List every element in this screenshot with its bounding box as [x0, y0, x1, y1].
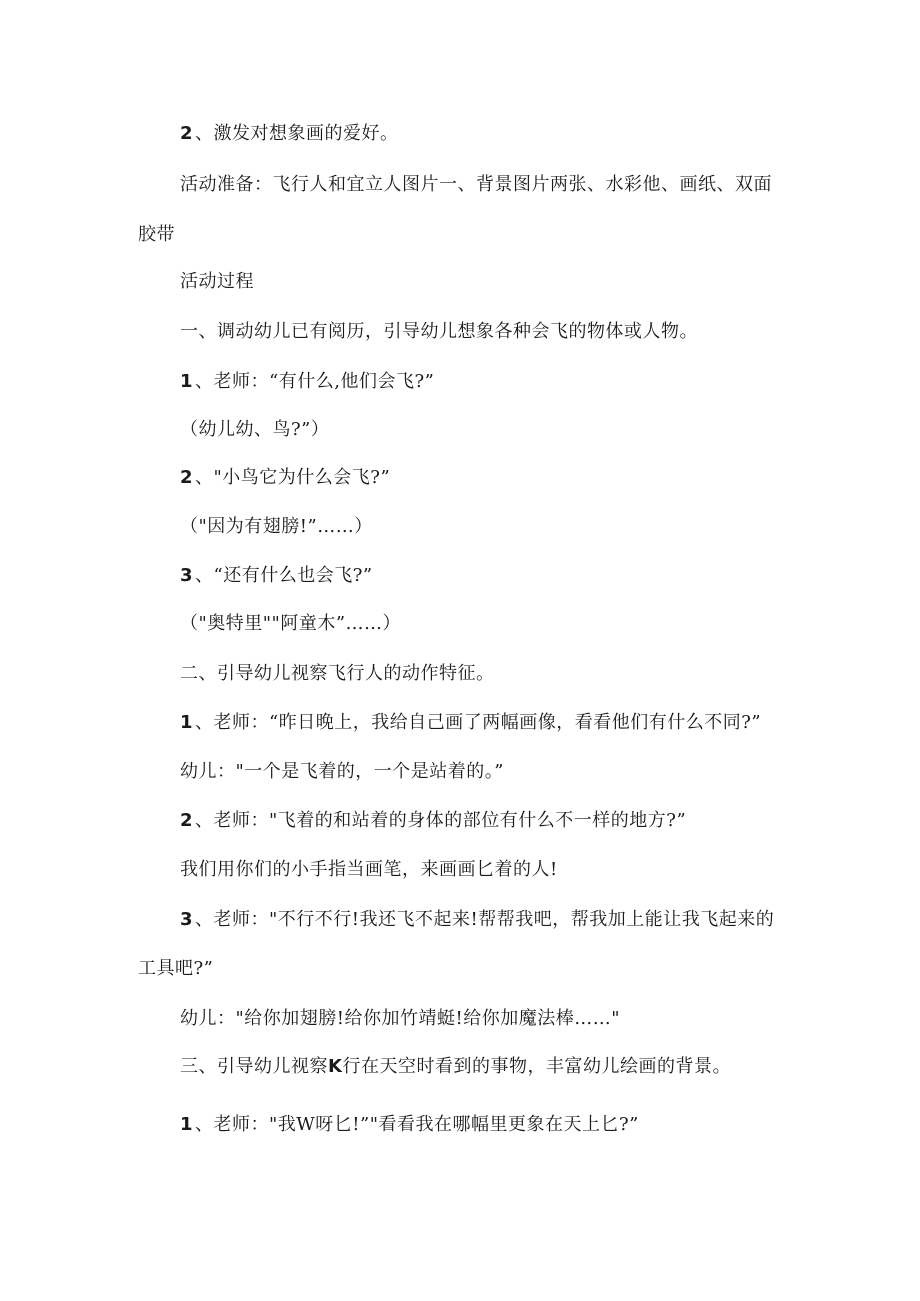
line-text: 、老师：“有什么,他们会飞?”	[195, 371, 435, 392]
item-number: 2	[180, 123, 194, 144]
dialogue-response	[180, 760, 504, 784]
line-text: 二、引导幼儿视察飞行人的动作特征。	[180, 663, 495, 684]
instruction-line	[180, 858, 558, 882]
dialogue-response	[180, 612, 401, 636]
item-number: 2	[180, 810, 194, 831]
dialogue-line	[180, 809, 686, 833]
line-text-prefix: 三、引导幼儿视察	[180, 1056, 328, 1077]
dialogue-line	[180, 564, 373, 588]
line-text-bold: K	[328, 1056, 343, 1077]
dialogue-response	[180, 515, 373, 539]
line-text: 、激发对想象画的爱好。	[195, 123, 399, 144]
line-text: （"奥特里""阿童木”……）	[180, 613, 402, 634]
item-number: 1	[180, 1114, 194, 1135]
line-text: 我们用你们的小手指当画笔，来画画匕着的人!	[180, 859, 558, 880]
line-text: 活动准备：飞行人和宜立人图片一、背景图片两张、水彩他、画纸、双面	[180, 174, 772, 195]
item-number: 1	[180, 371, 194, 392]
line-text: 胶带	[138, 224, 175, 245]
goal-item-2	[180, 122, 399, 146]
line-text: 工具吧?”	[138, 958, 214, 979]
line-text: 、老师："飞着的和站着的身体的部位有什么不一样的地方?”	[195, 810, 687, 831]
dialogue-line	[180, 908, 774, 932]
step-three-heading	[180, 1055, 731, 1079]
dialogue-response	[180, 1007, 620, 1031]
line-text: 幼儿："一个是飞着的，一个是站着的。”	[180, 761, 504, 782]
line-text: 、老师：“昨日晚上，我给自己画了两幅画像，看看他们有什么不同?”	[195, 712, 762, 733]
line-text: 、"小鸟它为什么会飞?”	[195, 467, 391, 488]
item-number: 3	[180, 565, 194, 586]
line-text: 、老师："我W呀匕!”"看看我在哪幅里更象在天上匕?”	[195, 1114, 639, 1135]
activity-preparation-continued	[138, 223, 175, 247]
item-number: 2	[180, 467, 194, 488]
item-number: 3	[180, 909, 194, 930]
step-two-heading	[180, 662, 495, 686]
line-text: 活动过程	[180, 271, 254, 292]
section-heading-process	[180, 270, 254, 294]
line-text: 、“还有什么也会飞?”	[195, 565, 373, 586]
line-text: 一、调动幼儿已有阅历，引导幼儿想象各种会飞的物体或人物。	[180, 321, 698, 342]
line-text: 、老师："不行不行!我还飞不起来!帮帮我吧，帮我加上能让我飞起来的	[195, 909, 775, 930]
dialogue-line	[180, 466, 390, 490]
dialogue-response	[180, 418, 329, 442]
line-text: 幼儿："给你加翅膀!给你加竹靖蜓!给你加魔法棒……"	[180, 1008, 621, 1029]
dialogue-line-continued	[138, 957, 213, 981]
line-text: （幼儿幼、鸟?”）	[180, 419, 330, 440]
line-text: 行在天空时看到的事物，丰富幼儿绘画的背景。	[342, 1056, 731, 1077]
step-one-heading	[180, 320, 698, 344]
dialogue-line	[180, 711, 761, 735]
item-number: 1	[180, 712, 194, 733]
dialogue-line	[180, 370, 434, 394]
activity-preparation	[180, 173, 772, 197]
dialogue-line	[180, 1113, 639, 1137]
line-text: （"因为有翅膀!”……）	[180, 516, 373, 537]
